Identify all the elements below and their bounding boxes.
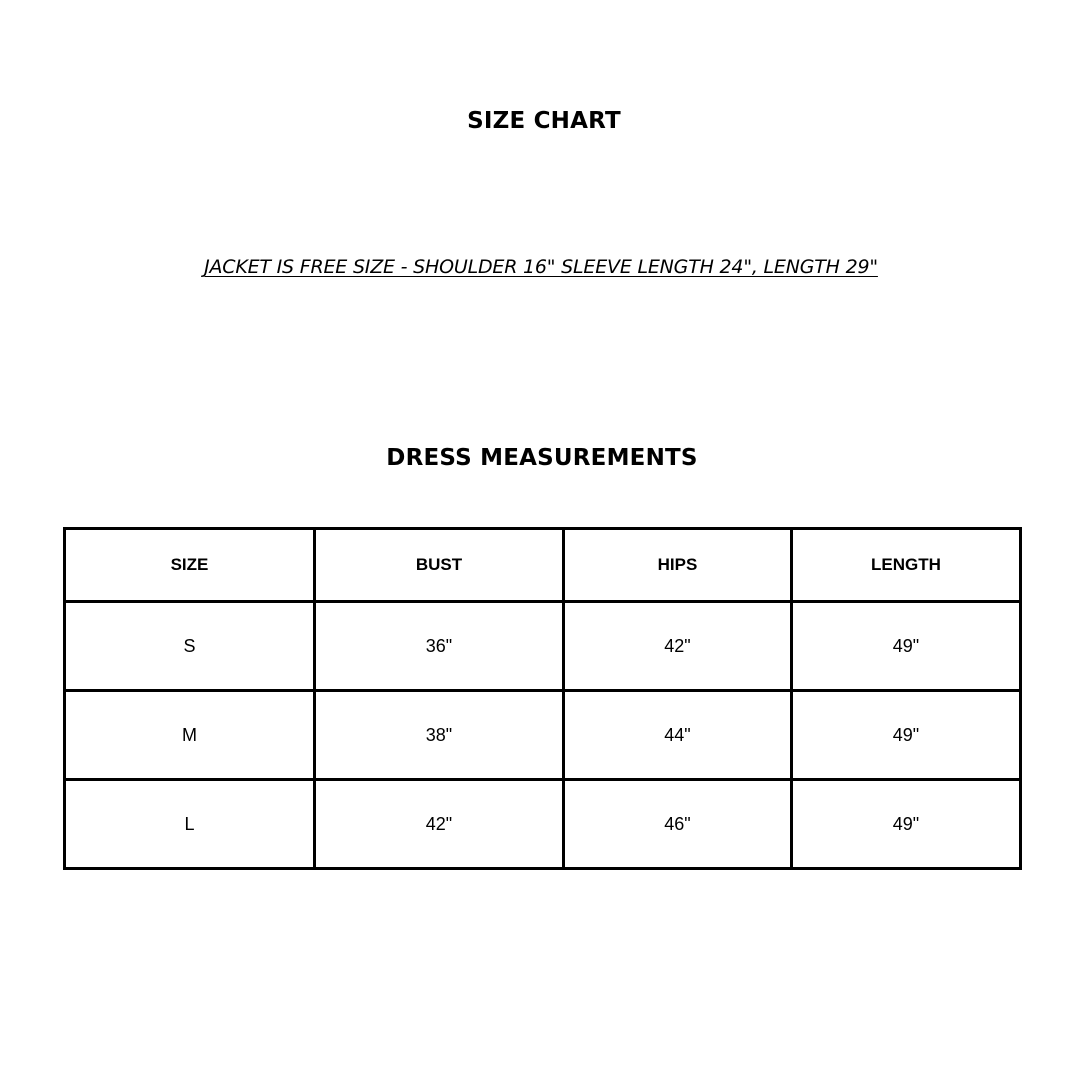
column-header-size: SIZE (65, 529, 315, 602)
table-row (65, 602, 1021, 691)
table-cell-size: L (65, 780, 315, 869)
dress-measurements-table (63, 527, 1022, 870)
table-cell-length: 49" (792, 602, 1021, 691)
table-row (65, 691, 1021, 780)
table-cell-hips: 46" (564, 780, 792, 869)
table-cell-bust: 42" (315, 780, 564, 869)
table-row (65, 780, 1021, 869)
table-header-row (65, 529, 1021, 602)
dress-measurements-title: DRESS MEASUREMENTS (386, 445, 698, 471)
page-title: SIZE CHART (467, 108, 621, 134)
table-cell-length: 49" (792, 780, 1021, 869)
jacket-size-note: JACKET IS FREE SIZE - SHOULDER 16" SLEEVE LENGTH 24", LENGTH 29" (204, 256, 878, 278)
table-cell-hips: 42" (564, 602, 792, 691)
table-cell-size: S (65, 602, 315, 691)
column-header-bust: BUST (315, 529, 564, 602)
column-header-length: LENGTH (792, 529, 1021, 602)
table-cell-bust: 36" (315, 602, 564, 691)
table-cell-hips: 44" (564, 691, 792, 780)
table-cell-bust: 38" (315, 691, 564, 780)
table-cell-size: M (65, 691, 315, 780)
column-header-hips: HIPS (564, 529, 792, 602)
table-cell-length: 49" (792, 691, 1021, 780)
